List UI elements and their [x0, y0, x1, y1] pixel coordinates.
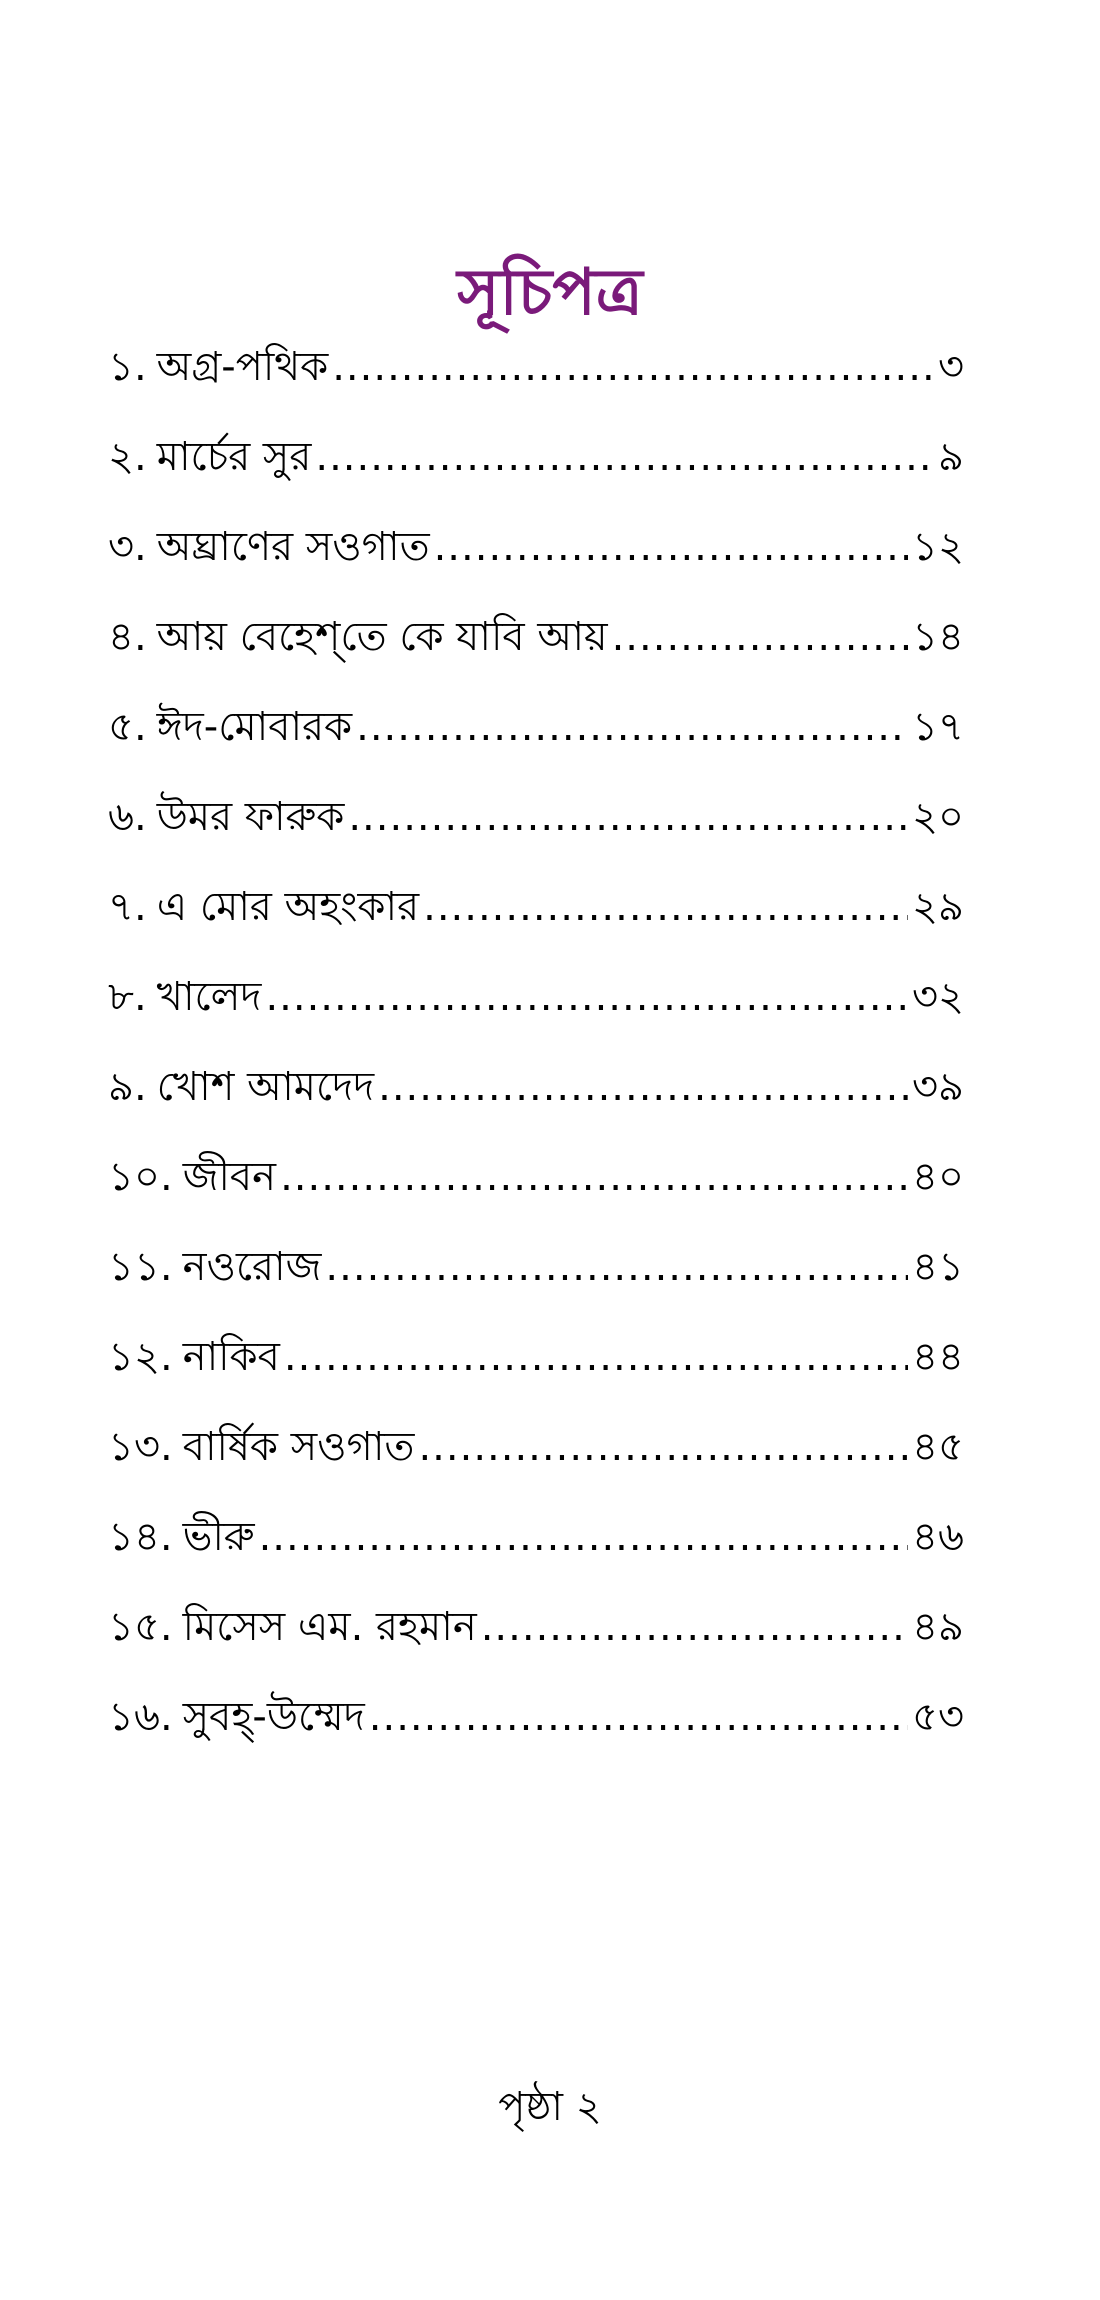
toc-entry-page-number: ৯: [938, 434, 964, 480]
toc-entry-title: মার্চের সুর: [156, 434, 312, 480]
toc-dot-leader: [369, 1672, 908, 1762]
toc-entry-title: খালেদ: [156, 974, 262, 1020]
toc-entry: [108, 1312, 964, 1402]
toc-entry-title: ভীরু: [182, 1514, 255, 1560]
toc-entry: [108, 682, 964, 772]
toc-entry-page-number: ২০: [911, 794, 964, 840]
toc-entry-title: নওরোজ: [182, 1244, 322, 1290]
toc-entry-title: অগ্র-পথিক: [156, 344, 329, 390]
toc-entry-number: ৯.: [108, 1064, 147, 1110]
toc-entry-title: নাকিব: [182, 1334, 280, 1380]
toc-entry-page-number: ৪৪: [912, 1334, 964, 1380]
toc-entry: [108, 862, 964, 952]
toc-entry: [108, 1042, 964, 1132]
toc-entry-title: অঘ্রাণের সওগাত: [156, 524, 430, 570]
toc-dot-leader: [332, 322, 934, 412]
toc-dot-leader: [284, 1312, 908, 1402]
toc-entry-title: খোশ আমদেদ: [156, 1064, 375, 1110]
toc-entry: [108, 1492, 964, 1582]
toc-entry-title: ঈদ-মোবারক: [156, 704, 353, 750]
toc-dot-leader: [423, 862, 908, 952]
toc-entry-number: ১১.: [108, 1244, 173, 1290]
toc-entry-page-number: ৪৫: [912, 1424, 964, 1470]
toc-dot-leader: [378, 1042, 908, 1132]
toc-entry: [108, 412, 964, 502]
toc-entry: [108, 952, 964, 1042]
toc-entry-page-number: ৩: [937, 344, 964, 390]
toc-entry-title: বার্ষিক সওগাত: [182, 1424, 415, 1470]
toc-entry-number: ১.: [108, 344, 147, 390]
table-of-contents: [108, 322, 964, 1762]
toc-dot-leader: [434, 502, 908, 592]
toc-entry: [108, 1402, 964, 1492]
toc-dot-leader: [356, 682, 908, 772]
toc-entry-page-number: ১২: [912, 524, 964, 570]
toc-entry-number: ১৪.: [108, 1514, 173, 1560]
toc-entry-number: ৪.: [108, 614, 147, 660]
toc-entry-number: ১২.: [108, 1334, 173, 1380]
toc-entry-number: ৩.: [108, 524, 147, 570]
toc-dot-leader: [315, 412, 934, 502]
toc-entry-number: ২.: [108, 434, 147, 480]
toc-entry: [108, 772, 964, 862]
toc-dot-leader: [418, 1402, 908, 1492]
toc-entry-page-number: ৪১: [912, 1244, 964, 1290]
toc-dot-leader: [265, 952, 908, 1042]
toc-dot-leader: [481, 1582, 908, 1672]
toc-entry: [108, 322, 964, 412]
toc-entry-title: এ মোর অহংকার: [156, 884, 420, 930]
toc-dot-leader: [280, 1132, 908, 1222]
toc-entry-number: ১৬.: [108, 1694, 173, 1740]
toc-entry-title: মিসেস এম. রহমান: [182, 1604, 477, 1650]
toc-entry-page-number: ৪০: [912, 1154, 964, 1200]
page-number-footer: পৃষ্ঠা ২: [498, 2084, 602, 2130]
toc-entry: [108, 592, 964, 682]
page-title: সূচিপত্র: [457, 255, 643, 330]
toc-entry: [108, 1582, 964, 1672]
toc-entry-number: ১৫.: [108, 1604, 173, 1650]
toc-dot-leader: [325, 1222, 908, 1312]
toc-entry-page-number: ৪৬: [912, 1514, 964, 1560]
toc-entry-page-number: ১৪: [912, 614, 964, 660]
toc-entry: [108, 502, 964, 592]
toc-entry-number: ১৩.: [108, 1424, 173, 1470]
toc-entry-page-number: ৪৯: [912, 1604, 964, 1650]
toc-entry-number: ৭.: [108, 884, 147, 930]
toc-entry-page-number: ২৯: [912, 884, 964, 930]
toc-entry-title: সুবহ্‌-উম্মেদ: [182, 1694, 365, 1740]
toc-dot-leader: [348, 772, 908, 862]
toc-entry-page-number: ৫৩: [912, 1694, 964, 1740]
toc-entry-title: জীবন: [182, 1154, 277, 1200]
toc-entry-number: ৫.: [108, 704, 147, 750]
toc-entry: [108, 1672, 964, 1762]
toc-dot-leader: [259, 1492, 908, 1582]
toc-entry-page-number: ৩২: [911, 974, 964, 1020]
toc-entry-title: উমর ফারুক: [156, 794, 345, 840]
toc-entry: [108, 1132, 964, 1222]
toc-entry-title: আয় বেহেশ্‌তে কে যাবি আয়: [156, 614, 608, 660]
toc-entry-number: ৮.: [108, 974, 147, 1020]
toc-entry-number: ৬.: [108, 794, 147, 840]
toc-entry: [108, 1222, 964, 1312]
toc-entry-page-number: ৩৯: [912, 1064, 964, 1110]
toc-dot-leader: [612, 592, 908, 682]
toc-entry-page-number: ১৭: [912, 704, 964, 750]
toc-entry-number: ১০.: [108, 1154, 173, 1200]
